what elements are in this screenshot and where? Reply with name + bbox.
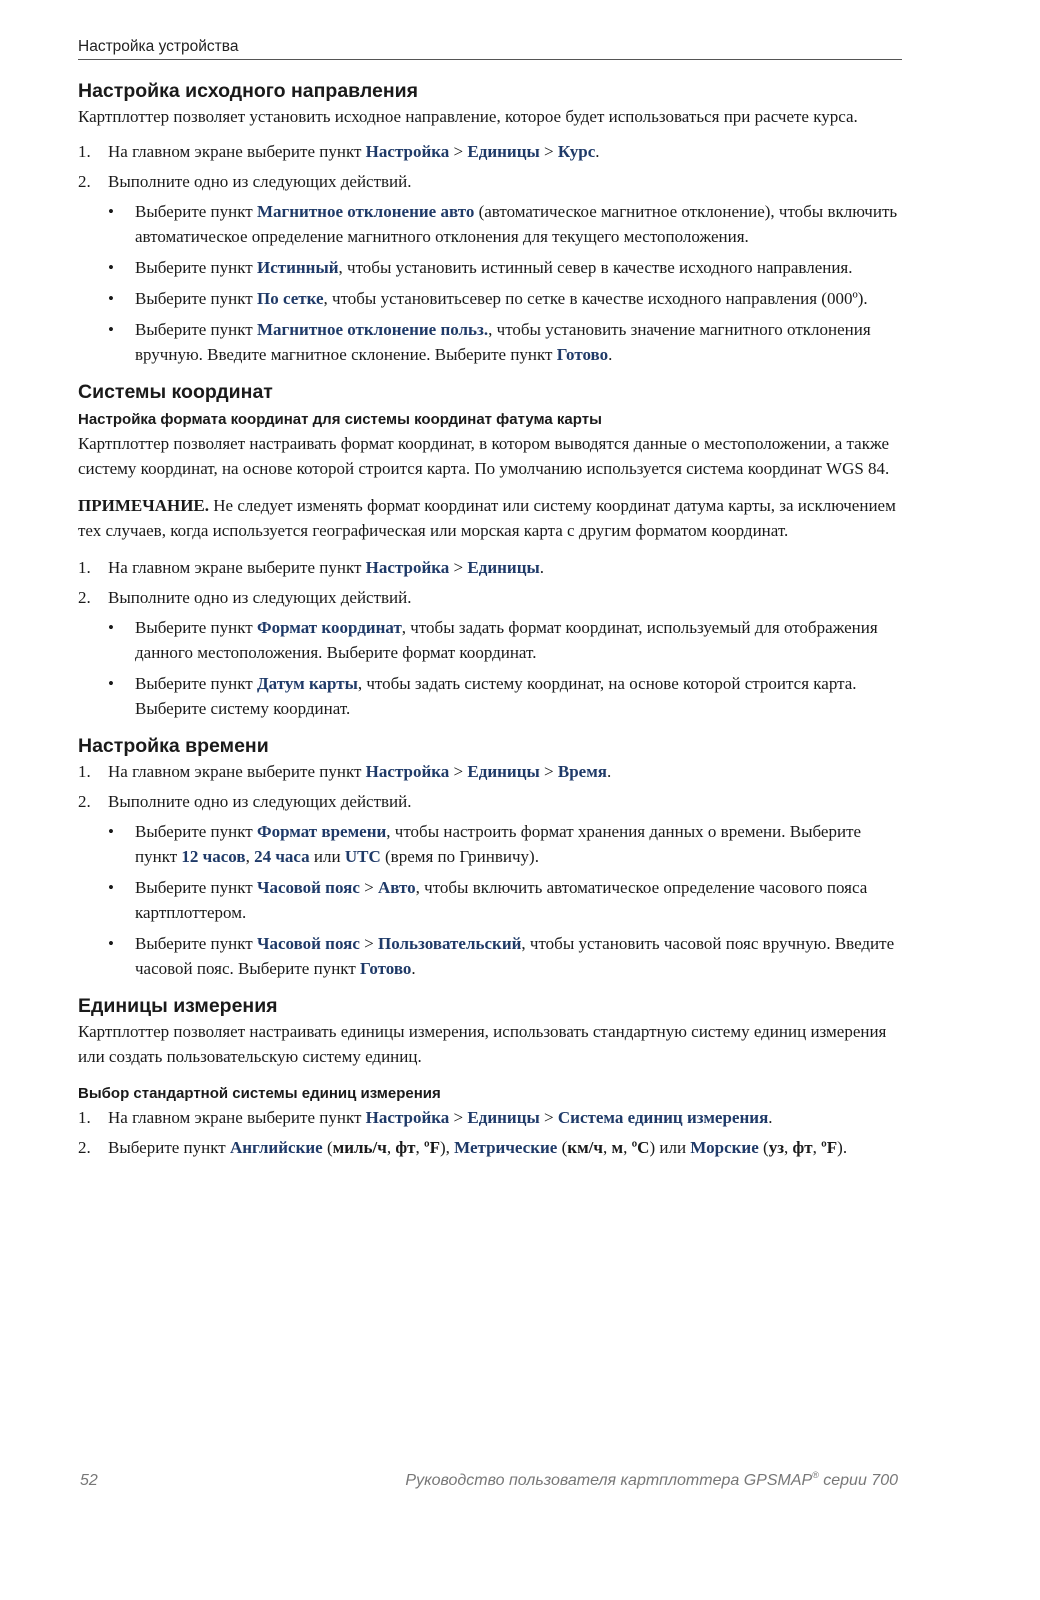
page-footer	[80, 1472, 898, 1494]
section-time	[78, 733, 902, 981]
menu-item-heading: Курс	[557, 142, 596, 161]
list-item: • Выберите пункт Формат координат, чтобы задать формат координат, используемый для отображения данного местоположения. Выберите формат координат.	[78, 615, 902, 665]
list-item: • Выберите пункт Часовой пояс > Авто, чтобы включить автоматическое определение часового пояса картплоттером.	[78, 875, 902, 925]
step-2: 2. Выберите пункт Английские (миль/ч, фт, ºF), Метрические (км/ч, м, ºC) или Морские (уз, фт, ºF).	[78, 1138, 848, 1157]
steps-list	[78, 759, 902, 814]
options-list	[78, 199, 902, 367]
section-heading-reference	[78, 78, 902, 367]
section-title: Единицы измерения	[78, 995, 278, 1017]
step-1: 1. На главном экране выберите пункт Настройка > Единицы > Система единиц измерения.	[78, 1108, 773, 1127]
list-item: • Выберите пункт Датум карты, чтобы задать систему координат, на основе которой строится карта. Выберите систему координат.	[78, 671, 902, 721]
menu-item-units: Единицы	[467, 142, 540, 161]
section-coordinates	[78, 379, 902, 721]
section-intro: Картплоттер позволяет установить исходное направление, которое будет использоваться при расчете курса.	[78, 107, 858, 126]
step-1: 1. На главном экране выберите пункт Настройка > Единицы > Курс.	[78, 139, 902, 164]
step-2: 2. Выполните одно из следующих действий.	[78, 588, 412, 607]
list-item: • Выберите пункт Часовой пояс > Пользовательский, чтобы установить часовой пояс вручную. Введите часовой пояс. Выберите пункт Готово.	[78, 931, 902, 981]
steps-list	[78, 139, 902, 194]
running-head: Настройка устройства	[78, 36, 902, 60]
bullet-icon: •	[108, 618, 114, 637]
document-page	[78, 36, 902, 1165]
manual-title: Руководство пользователя картплоттера GPSMAP® серии 700	[405, 1470, 898, 1489]
section-intro: Картплоттер позволяет настраивать формат координат, в котором выводятся данные о местоположении, а также систему координат, на основе которой строится карта. По умолчанию используется система координат WGS 84.	[78, 434, 890, 478]
subsection-title: Выбор стандартной системы единиц измерения	[78, 1085, 441, 1102]
options-list	[78, 819, 902, 981]
step-number: 2.	[78, 172, 91, 191]
bullet-icon: •	[108, 320, 114, 339]
section-intro: Картплоттер позволяет настраивать единицы измерения, использовать стандартную систему единиц измерения или создать пользовательскую систему единиц.	[78, 1022, 887, 1066]
registered-mark: ®	[812, 1470, 819, 1480]
bullet-icon: •	[108, 258, 114, 277]
bullet-icon: •	[108, 934, 114, 953]
list-item: • Выберите пункт Истинный, чтобы установить истинный север в качестве исходного направления.	[78, 255, 902, 280]
bullet-icon: •	[108, 202, 114, 221]
step-1: 1. На главном экране выберите пункт Настройка > Единицы.	[78, 558, 545, 577]
note: ПРИМЕЧАНИЕ. Не следует изменять формат координат или систему координат датума карты, за исключением тех случаев, когда используется географическая или морская карта с другим форматом координат.	[78, 496, 896, 540]
page-number: 52	[80, 1472, 98, 1489]
options-list	[78, 615, 902, 721]
list-item: • Выберите пункт Магнитное отклонение авто (автоматическое магнитное отклонение), чтобы включить автоматическое определение магнитного отклонения для текущего местоположения.	[78, 199, 902, 249]
bullet-icon: •	[108, 289, 114, 308]
section-title: Системы координат	[78, 381, 273, 403]
step-number: 1.	[78, 142, 91, 161]
steps-list	[78, 1105, 902, 1160]
list-item: • Выберите пункт По сетке, чтобы установитьсевер по сетке в качестве исходного направления (000º).	[78, 286, 902, 311]
step-2: 2. Выполните одно из следующих действий.	[78, 792, 412, 811]
bullet-icon: •	[108, 822, 114, 841]
note-label: ПРИМЕЧАНИЕ.	[78, 496, 210, 515]
list-item: • Выберите пункт Магнитное отклонение польз., чтобы установить значение магнитного отклонения вручную. Введите магнитное склонение. Выберите пункт Готово.	[78, 317, 902, 367]
section-title: Настройка времени	[78, 735, 269, 757]
steps-list	[78, 555, 902, 610]
step-2: 2. Выполните одно из следующих действий.	[78, 169, 902, 194]
subsection-title: Настройка формата координат для системы координат фатума карты	[78, 411, 602, 428]
menu-item-setup: Настройка	[365, 142, 450, 161]
step-1: 1. На главном экране выберите пункт Настройка > Единицы > Время.	[78, 762, 612, 781]
section-units	[78, 993, 902, 1160]
list-item: • Выберите пункт Формат времени, чтобы настроить формат хранения данных о времени. Выберите пункт 12 часов, 24 часа или UTC (время по Гринвичу).	[78, 819, 902, 869]
section-title: Настройка исходного направления	[78, 80, 419, 102]
bullet-icon: •	[108, 674, 114, 693]
bullet-icon: •	[108, 878, 114, 897]
